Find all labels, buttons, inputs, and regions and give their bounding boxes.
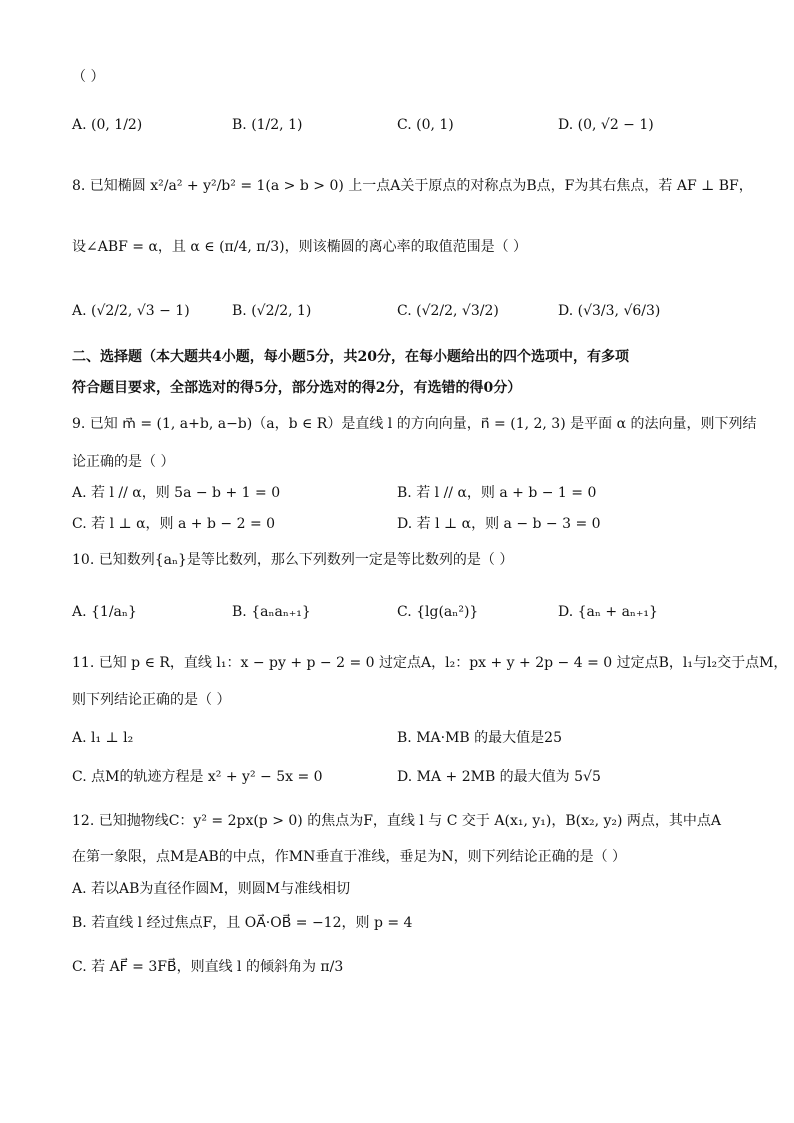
q12-line-1: 12. 已知抛物线C：y² = 2px(p > 0) 的焦点为F，直线 l 与 C 交于 A(x₁, y₁)，B(x₂, y₂) 两点，其中点A (72, 813, 722, 829)
q11-line-2: 则下列结论正确的是（ ） (72, 692, 231, 708)
q7-option-b: B. (1/2, 1) (232, 117, 303, 133)
q10-line-1: 10. 已知数列{aₙ}是等比数列，那么下列数列一定是等比数列的是（ ） (72, 552, 514, 568)
q8-option-d: D. (√3/3, √6/3) (558, 303, 661, 319)
q12-option-b: B. 若直线 l 经过焦点F，且 OA⃗·OB⃗ = −12，则 p = 4 (72, 915, 413, 931)
q9-option-d: D. 若 l ⊥ α，则 a − b − 3 = 0 (397, 516, 601, 532)
q8-line-1: 8. 已知椭圆 x²/a² + y²/b² = 1(a > b > 0) 上一点A关于原点的对称点为B点，F为其右焦点，若 AF ⊥ BF， (72, 178, 753, 194)
section-2-heading-line-1: 二、选择题（本大题共4小题，每小题5分，共20分，在每小题给出的四个选项中，有多项 (72, 349, 629, 365)
q11-option-b: B. MA·MB 的最大值是25 (397, 730, 562, 746)
q10-option-b: B. {aₙaₙ₊₁} (232, 604, 311, 620)
q12-option-c: C. 若 AF⃗ = 3FB⃗，则直线 l 的倾斜角为 π/3 (72, 959, 344, 975)
q8-option-a: A. (√2/2, √3 − 1) (72, 303, 190, 319)
q12-line-2: 在第一象限，点M是AB的中点，作MN垂直于准线，垂足为N，则下列结论正确的是（ ） (72, 849, 627, 865)
q11-line-1: 11. 已知 p ∈ R，直线 l₁：x − py + p − 2 = 0 过定点A，l₂：px + y + 2p − 4 = 0 过定点B，l₁与l₂交于点M， (72, 655, 788, 671)
q7-option-a: A. (0, 1/2) (72, 117, 143, 133)
q8-option-c: C. (√2/2, √3/2) (397, 303, 499, 319)
section-2-heading-line-2: 符合题目要求，全部选对的得5分，部分选对的得2分，有选错的得0分） (72, 380, 522, 396)
q10-option-a: A. {1/aₙ} (72, 604, 137, 620)
q9-line-1: 9. 已知 m⃗ = (1, a+b, a−b)（a，b ∈ R）是直线 l 的方向向量，n⃗ = (1, 2, 3) 是平面 α 的法向量，则下列结 (72, 416, 757, 432)
q11-option-c: C. 点M的轨迹方程是 x² + y² − 5x = 0 (72, 769, 323, 785)
q9-option-a: A. 若 l // α，则 5a − b + 1 = 0 (72, 485, 281, 501)
q10-option-c: C. {lg(aₙ²)} (397, 604, 479, 620)
q8-line-2: 设∠ABF = α，且 α ∈ (π/4, π/3)，则该椭圆的离心率的取值范围是（ ） (72, 239, 528, 255)
q9-option-b: B. 若 l // α，则 a + b − 1 = 0 (397, 485, 597, 501)
q9-line-2: 论正确的是（ ） (72, 454, 175, 470)
q9-option-c: C. 若 l ⊥ α，则 a + b − 2 = 0 (72, 516, 276, 532)
q11-option-a: A. l₁ ⊥ l₂ (72, 730, 134, 746)
q12-option-a: A. 若以AB为直径作圆M，则圆M与准线相切 (72, 881, 351, 897)
q11-option-d: D. MA + 2MB 的最大值为 5√5 (397, 769, 601, 785)
q10-option-d: D. {aₙ + aₙ₊₁} (558, 604, 658, 620)
q7-option-d: D. (0, √2 − 1) (558, 117, 654, 133)
q8-option-b: B. (√2/2, 1) (232, 303, 312, 319)
q7-option-c: C. (0, 1) (397, 117, 454, 133)
q7-stem-tail: （ ） (72, 69, 105, 85)
